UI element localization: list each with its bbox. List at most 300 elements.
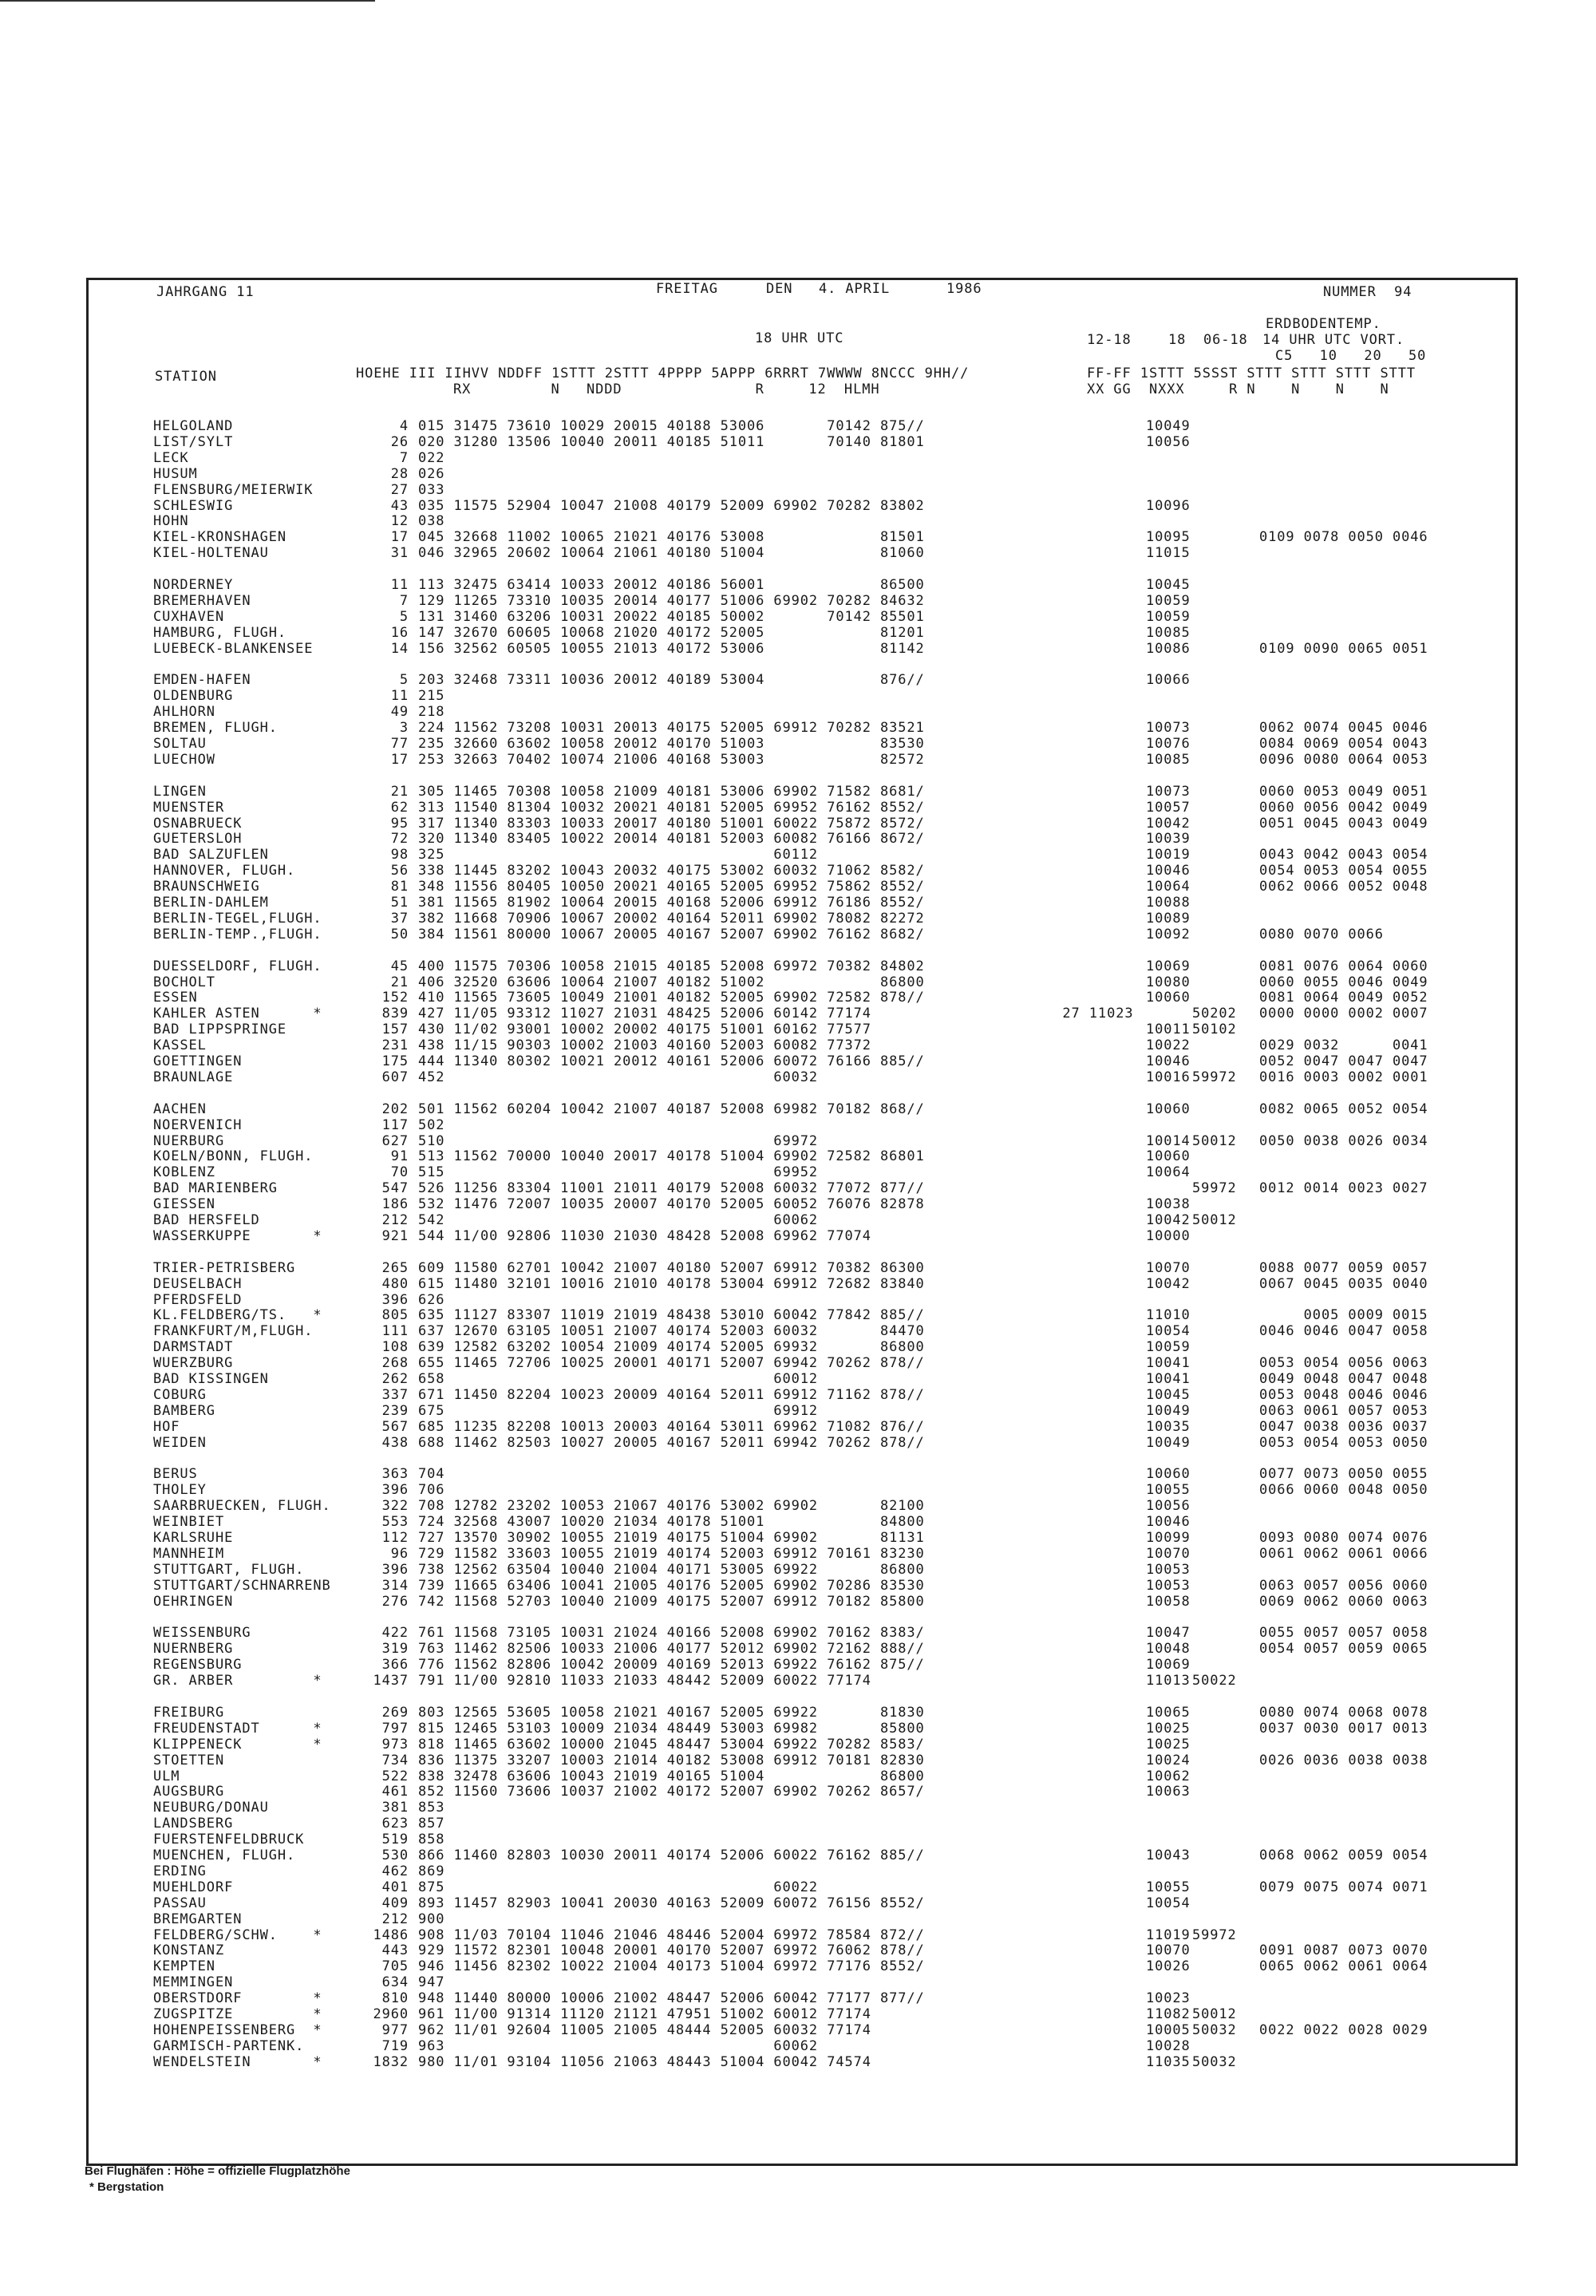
station-name: KARLSRUHE xyxy=(153,1530,234,1546)
synop-groups: 253 32663 70402 10074 21006 40168 53003 82572 xyxy=(418,751,925,768)
station-height: 98 xyxy=(390,847,409,863)
period-12-18: 12-18 xyxy=(1087,332,1132,348)
soil-temperatures: 0080 0070 0066 xyxy=(1259,926,1384,943)
extra-1stt: 11019 xyxy=(1146,1927,1191,1943)
extra-1stt: 10064 xyxy=(1146,1164,1191,1181)
synop-groups: 742 11568 52703 10040 21009 40175 52007 69912 70182 85800 xyxy=(418,1593,925,1610)
time-label: 18 UHR UTC xyxy=(755,330,844,346)
station-height: 322 xyxy=(381,1498,409,1515)
station-height: 461 xyxy=(381,1784,409,1800)
extra-1stt: 10058 xyxy=(1146,1593,1191,1610)
soil-temperatures: 0093 0080 0074 0076 xyxy=(1259,1530,1428,1546)
synop-groups: 727 13570 30902 10055 21019 40175 51004 69902 81131 xyxy=(418,1530,925,1546)
extra-1stt: 10028 xyxy=(1146,2037,1191,2054)
extra-1stt: 10069 xyxy=(1146,958,1191,974)
synop-groups: 803 12565 53605 10058 21021 40167 52005 69922 81830 xyxy=(418,1704,925,1721)
synop-groups: 224 11562 73208 10031 20013 40175 52005 69912 70282 83521 xyxy=(418,720,925,737)
soil-temperatures: 0084 0069 0054 0043 xyxy=(1259,736,1428,752)
extra-1stt: 10039 xyxy=(1146,831,1191,848)
station-name: TRIER-PETRISBERG xyxy=(153,1259,296,1276)
synop-groups: 215 xyxy=(418,688,445,705)
synop-groups: 724 32568 43007 10020 21034 40178 51001 84800 xyxy=(418,1514,925,1531)
synop-groups: 609 11580 62701 10042 21007 40180 52007 69912 70382 86300 xyxy=(418,1259,925,1276)
station-height: 607 xyxy=(381,1069,409,1085)
synop-groups: 853 xyxy=(418,1800,445,1816)
station-name: KOELN/BONN, FLUGH. xyxy=(153,1148,314,1165)
station-height: 268 xyxy=(381,1355,409,1372)
soil-temperatures: 0049 0048 0047 0048 xyxy=(1259,1371,1428,1387)
synop-groups: 929 11572 82301 10048 20001 40170 52007 69972 76062 878// xyxy=(418,1942,925,1959)
station-height: 96 xyxy=(390,1545,409,1562)
synop-groups: 156 32562 60505 10055 21013 40172 53006 81142 xyxy=(418,640,925,657)
soil-temperatures: 0000 0000 0002 0007 xyxy=(1259,1006,1428,1022)
station-height: 276 xyxy=(381,1593,409,1610)
station-height: 401 xyxy=(381,1879,409,1895)
extra-1stt: 10055 xyxy=(1146,1482,1191,1499)
synop-groups: 313 11540 81304 10032 20021 40181 52005 69952 76162 8552/ xyxy=(418,799,925,816)
station-height: 5 xyxy=(399,608,409,625)
station-name: FELDBERG/SCHW. * xyxy=(153,1927,322,1943)
station-name: WEINBIET xyxy=(153,1514,225,1531)
extra-1stt: 10059 xyxy=(1146,608,1191,625)
station-name: AUGSBURG xyxy=(153,1784,225,1800)
soil-temp-heading: ERDBODENTEMP. xyxy=(1266,316,1381,332)
synop-groups: 685 11235 82208 10013 20003 40164 53011 69962 71082 876// xyxy=(418,1418,925,1435)
station-name: HOHENPEISSENBERG * xyxy=(153,2021,322,2038)
synop-groups: 948 11440 80000 10006 21002 48447 52006 60042 77177 877// xyxy=(418,1990,925,2007)
soil-temperatures: 0081 0064 0049 0052 xyxy=(1259,990,1428,1006)
extra-1stt: 10059 xyxy=(1146,592,1191,609)
station-height: 11 xyxy=(390,688,409,705)
period-18: 18 xyxy=(1168,332,1187,348)
station-height: 28 xyxy=(390,465,409,482)
extra-1stt: 27 11023 xyxy=(1062,1006,1134,1022)
extra-1stt: 10053 xyxy=(1146,1561,1191,1578)
synop-groups: 501 11562 60204 10042 21007 40187 52008 69982 70182 868// xyxy=(418,1101,925,1117)
extra-1stt: 10070 xyxy=(1146,1942,1191,1959)
synop-groups: 147 32670 60605 10068 21020 40172 52005 81201 xyxy=(418,624,925,641)
synop-groups: 615 11480 32101 10016 21010 40178 53004 69912 72682 83840 xyxy=(418,1275,925,1292)
synop-groups: 706 xyxy=(418,1482,445,1499)
synop-groups: 836 11375 33207 10003 21014 40182 53008 69912 70181 82830 xyxy=(418,1752,925,1768)
extra-1stt: 10065 xyxy=(1146,1704,1191,1721)
soil-temperatures: 0088 0077 0059 0057 xyxy=(1259,1259,1428,1276)
extra-5ssst: 59972 xyxy=(1192,1069,1237,1085)
station-height: 553 xyxy=(381,1514,409,1531)
synop-groups: 427 11/05 93312 11027 21031 48425 52006 60142 77174 xyxy=(418,1006,871,1022)
synop-groups: 893 11457 82903 10041 20030 40163 52009 60072 76156 8552/ xyxy=(418,1895,925,1911)
extra-5ssst: 50032 xyxy=(1192,2053,1237,2070)
station-name: LINGEN xyxy=(153,783,207,800)
station-name: WEIDEN xyxy=(153,1434,207,1451)
synop-groups: 038 xyxy=(418,513,445,530)
station-height: 973 xyxy=(381,1736,409,1753)
station-name: ZUGSPITZE * xyxy=(153,2006,322,2022)
station-height: 12 xyxy=(390,513,409,530)
synop-groups: 452 60032 xyxy=(418,1069,819,1085)
extra-5ssst: 50032 xyxy=(1192,2021,1237,2038)
station-height: 3 xyxy=(399,720,409,737)
synop-groups: 671 11450 82204 10023 20009 40164 52011 69912 71162 878// xyxy=(418,1386,925,1403)
extra-1stt: 10049 xyxy=(1146,418,1191,434)
station-height: 186 xyxy=(381,1196,409,1213)
extra-1stt: 10022 xyxy=(1146,1037,1191,1054)
station-name: MANNHEIM xyxy=(153,1545,225,1562)
station-name: ULM xyxy=(153,1768,180,1784)
synop-groups: 738 12562 63504 10040 21004 40171 53005 69922 86800 xyxy=(418,1561,925,1578)
soil-temperatures: 0026 0036 0038 0038 xyxy=(1259,1752,1428,1768)
extra-1stt: 10024 xyxy=(1146,1752,1191,1768)
soil-temperatures: 0051 0045 0043 0049 xyxy=(1259,815,1428,832)
station-height: 14 xyxy=(390,640,409,657)
station-name: BAD HERSFELD xyxy=(153,1212,260,1228)
synop-groups: 852 11560 73606 10037 21002 40172 52007 69902 70262 8657/ xyxy=(418,1784,925,1800)
station-name: KL.FELDBERG/TS. * xyxy=(153,1307,322,1324)
extra-1stt: 10000 xyxy=(1146,1227,1191,1244)
extra-1stt: 10054 xyxy=(1146,1323,1191,1340)
station-height: 56 xyxy=(390,863,409,879)
station-height: 43 xyxy=(390,497,409,514)
extra-1stt: 10026 xyxy=(1146,1958,1191,1975)
station-name: BERUS xyxy=(153,1466,198,1483)
soil-temperatures: 0082 0065 0052 0054 xyxy=(1259,1101,1428,1117)
synop-groups: 542 60062 xyxy=(418,1212,819,1228)
station-height: 262 xyxy=(381,1371,409,1387)
synop-groups: 235 32660 63602 10058 20012 40170 51003 83530 xyxy=(418,736,925,752)
synop-groups: 129 11265 73310 10035 20014 40177 51006 69902 70282 84632 xyxy=(418,592,925,609)
station-name: MUEHLDORF xyxy=(153,1879,234,1895)
station-name: AHLHORN xyxy=(153,704,215,721)
station-height: 705 xyxy=(381,1958,409,1975)
station-name: HELGOLAND xyxy=(153,418,234,434)
extra-1stt: 10046 xyxy=(1146,1514,1191,1531)
synop-groups: 381 11565 81902 10064 20015 40168 52006 69912 76186 8552/ xyxy=(418,895,925,911)
station-name: SAARBRUECKEN, FLUGH. xyxy=(153,1498,331,1515)
station-name: DEUSELBACH xyxy=(153,1275,243,1292)
station-height: 269 xyxy=(381,1704,409,1721)
station-height: 634 xyxy=(381,1974,409,1991)
jahrgang-label: JAHRGANG 11 xyxy=(156,284,255,300)
issue-number: NUMMER 94 xyxy=(1323,284,1412,300)
extra-5ssst: 59972 xyxy=(1192,1927,1237,1943)
station-name: KIEL-HOLTENAU xyxy=(153,545,269,562)
extra-1stt: 10060 xyxy=(1146,1148,1191,1165)
synop-groups: 131 31460 63206 10031 20022 40185 50002 70142 85501 xyxy=(418,608,925,625)
soil-temperatures: 0065 0062 0061 0064 xyxy=(1259,1958,1428,1975)
station-height: 623 xyxy=(381,1816,409,1832)
synop-groups: 430 11/02 93001 10002 20002 40175 51001 60162 77577 xyxy=(418,1022,871,1038)
extra-1stt: 10060 xyxy=(1146,1466,1191,1483)
station-name: SCHLESWIG xyxy=(153,497,234,514)
station-name: FREUDENSTADT * xyxy=(153,1720,322,1737)
extra-1stt: 10016 xyxy=(1146,1069,1191,1085)
extra-1stt: 11015 xyxy=(1146,545,1191,562)
soil-temperatures: 0061 0062 0061 0066 xyxy=(1259,1545,1428,1562)
station-name: BAD SALZUFLEN xyxy=(153,847,269,863)
station-name: PASSAU xyxy=(153,1895,207,1911)
soil-temperatures: 0046 0046 0047 0058 xyxy=(1259,1323,1428,1340)
extra-1stt: 10038 xyxy=(1146,1196,1191,1213)
station-height: 314 xyxy=(381,1577,409,1594)
station-height: 839 xyxy=(381,1006,409,1022)
synop-groups: 962 11/01 92604 11005 21005 48444 52005 60032 77174 xyxy=(418,2021,871,2038)
soil-temperatures: 0060 0056 0042 0049 xyxy=(1259,799,1428,816)
soil-temperatures: 0062 0074 0045 0046 xyxy=(1259,720,1428,737)
synop-groups: 113 32475 63414 10033 20012 40186 56001 86500 xyxy=(418,577,925,593)
extra-1stt: 11010 xyxy=(1146,1307,1191,1324)
extra-1stt: 10066 xyxy=(1146,672,1191,689)
synop-groups: 963 60062 xyxy=(418,2037,819,2054)
station-height: 734 xyxy=(381,1752,409,1768)
station-height: 627 xyxy=(381,1132,409,1149)
station-name: STUTTGART/SCHNARRENB xyxy=(153,1577,331,1594)
column-labels: HOEHE III IIHVV NDDFF 1STTT 2STTT 4PPPP 5APPP 6RRRT 7WWWW 8NCCC 9HH// xyxy=(356,366,970,381)
station-column-label: STATION xyxy=(155,369,217,385)
station-height: 37 xyxy=(390,910,409,927)
extra-5ssst: 50012 xyxy=(1192,1212,1237,1228)
station-height: 480 xyxy=(381,1275,409,1292)
extra-1stt: 10080 xyxy=(1146,974,1191,990)
station-height: 462 xyxy=(381,1863,409,1879)
soil-temperatures: 0022 0022 0028 0029 xyxy=(1259,2021,1428,2038)
soil-temperatures: 0091 0087 0073 0070 xyxy=(1259,1942,1428,1959)
station-name: OSNABRUECK xyxy=(153,815,243,832)
station-height: 1486 xyxy=(373,1927,409,1943)
extra-1stt: 10062 xyxy=(1146,1768,1191,1784)
station-name: FRANKFURT/M,FLUGH. xyxy=(153,1323,314,1340)
soil-temperatures: 0053 0054 0053 0050 xyxy=(1259,1434,1428,1451)
synop-groups: 348 11556 80405 10050 20021 40165 52005 69952 75862 8552/ xyxy=(418,879,925,895)
station-name: BERLIN-TEMP.,FLUGH. xyxy=(153,926,322,943)
synop-groups: 026 xyxy=(418,465,445,482)
station-height: 26 xyxy=(390,433,409,450)
extra-1stt: 10045 xyxy=(1146,577,1191,593)
soil-temperatures: 0029 0032 0041 xyxy=(1259,1037,1428,1054)
synop-groups: 384 11561 80000 10067 20005 40167 52007 69902 76162 8682/ xyxy=(418,926,925,943)
extra-1stt: 10073 xyxy=(1146,720,1191,737)
extra-1stt: 10056 xyxy=(1146,433,1191,450)
station-height: 4 xyxy=(399,418,409,434)
station-name: GR. ARBER * xyxy=(153,1673,322,1689)
synop-groups: 438 11/15 90303 10002 21003 40160 52003 60082 77372 xyxy=(418,1037,871,1054)
column-labels-sub: RX N NDDD R 12 HLMH xyxy=(453,381,880,397)
station-name: GARMISCH-PARTENK. xyxy=(153,2037,305,2054)
station-name: NEUBURG/DONAU xyxy=(153,1800,269,1816)
synop-groups: 020 31280 13506 10040 20011 40185 51011 70140 81801 xyxy=(418,433,925,450)
station-height: 17 xyxy=(390,529,409,546)
synop-groups: 739 11665 63406 10041 21005 40176 52005 69902 70286 83530 xyxy=(418,1577,925,1594)
extra-1stt: 10042 xyxy=(1146,1212,1191,1228)
station-name: HAMBURG, FLUGH. xyxy=(153,624,287,641)
extra-1stt: 10023 xyxy=(1146,1990,1191,2007)
station-height: 117 xyxy=(381,1116,409,1133)
station-name: MUENCHEN, FLUGH. xyxy=(153,1847,296,1863)
synop-groups: 980 11/01 93104 11056 21063 48443 51004 60042 74574 xyxy=(418,2053,871,2070)
right-column-labels-sub: XX GG NXXX R N N N N xyxy=(1087,381,1389,397)
station-name: BREMGARTEN xyxy=(153,1911,243,1927)
station-name: MUENSTER xyxy=(153,799,225,816)
extra-1stt: 10019 xyxy=(1146,847,1191,863)
year-label: 1986 xyxy=(946,281,982,297)
station-name: FUERSTENFELDBRUCK xyxy=(153,1832,305,1848)
synop-groups: 818 11465 63602 10000 21045 48447 53004 69922 70282 8583/ xyxy=(418,1736,925,1753)
extra-1stt: 10085 xyxy=(1146,751,1191,768)
extra-1stt: 10049 xyxy=(1146,1434,1191,1451)
extra-1stt: 10046 xyxy=(1146,863,1191,879)
station-height: 95 xyxy=(390,815,409,832)
station-name: SOLTAU xyxy=(153,736,207,752)
station-name: FREIBURG xyxy=(153,1704,225,1721)
extra-1stt: 10073 xyxy=(1146,783,1191,800)
synop-groups: 908 11/03 70104 11046 21046 48446 52004 69972 78584 872// xyxy=(418,1927,925,1943)
station-height: 157 xyxy=(381,1022,409,1038)
extra-1stt: 10070 xyxy=(1146,1545,1191,1562)
station-height: 547 xyxy=(381,1180,409,1197)
station-name: ESSEN xyxy=(153,990,198,1006)
extra-5ssst: 50202 xyxy=(1192,1006,1237,1022)
soil-temperatures: 0054 0057 0059 0065 xyxy=(1259,1641,1428,1658)
extra-1stt: 10054 xyxy=(1146,1895,1191,1911)
station-height: 1832 xyxy=(373,2053,409,2070)
synop-groups: 761 11568 73105 10031 21024 40166 52008 69902 70162 8383/ xyxy=(418,1625,925,1642)
synop-groups: 869 xyxy=(418,1863,445,1879)
extra-1stt: 10096 xyxy=(1146,497,1191,514)
extra-1stt: 10060 xyxy=(1146,990,1191,1006)
station-height: 108 xyxy=(381,1339,409,1356)
station-height: 239 xyxy=(381,1402,409,1419)
station-height: 797 xyxy=(381,1720,409,1737)
station-height: 381 xyxy=(381,1800,409,1816)
station-height: 921 xyxy=(381,1227,409,1244)
station-height: 2960 xyxy=(373,2006,409,2022)
synop-groups: 776 11562 82806 10042 20009 40169 52013 69922 76162 875// xyxy=(418,1657,925,1674)
station-name: GUETERSLOH xyxy=(153,831,243,848)
station-name: NORDERNEY xyxy=(153,577,234,593)
extra-1stt: 10059 xyxy=(1146,1339,1191,1356)
station-name: KAHLER ASTEN * xyxy=(153,1006,322,1022)
station-name: BERLIN-DAHLEM xyxy=(153,895,269,911)
station-name: KASSEL xyxy=(153,1037,207,1054)
synop-groups: 961 11/00 91314 11120 21121 47951 51002 60012 77174 xyxy=(418,2006,871,2022)
station-height: 81 xyxy=(390,879,409,895)
extra-1stt: 10057 xyxy=(1146,799,1191,816)
extra-1stt: 10043 xyxy=(1146,1847,1191,1863)
station-name: THOLEY xyxy=(153,1482,207,1499)
soil-temperatures: 0016 0003 0002 0001 xyxy=(1259,1069,1428,1085)
station-height: 319 xyxy=(381,1641,409,1658)
synop-groups: 763 11462 82506 10033 21006 40177 52012 69902 72162 888// xyxy=(418,1641,925,1658)
footnote-mountain-station: * Bergstation xyxy=(89,2180,164,2194)
station-name: LUEBECK-BLANKENSEE xyxy=(153,640,314,657)
station-height: 16 xyxy=(390,624,409,641)
station-name: REGENSBURG xyxy=(153,1657,243,1674)
synop-groups: 635 11127 83307 11019 21019 48438 53010 60042 77842 885// xyxy=(418,1307,925,1324)
station-name: BOCHOLT xyxy=(153,974,215,990)
synop-groups: 045 32668 11002 10065 21021 40176 53008 81501 xyxy=(418,529,925,546)
station-height: 11 xyxy=(390,577,409,593)
soil-temperatures: 0063 0061 0057 0053 xyxy=(1259,1402,1428,1419)
extra-1stt: 10099 xyxy=(1146,1530,1191,1546)
synop-groups: 675 69912 xyxy=(418,1402,819,1419)
synop-groups: 815 12465 53103 10009 21034 48449 53003 69982 85800 xyxy=(418,1720,925,1737)
station-height: 519 xyxy=(381,1832,409,1848)
station-height: 363 xyxy=(381,1466,409,1483)
synop-groups: 639 12582 63202 10054 21009 40174 52005 69932 86800 xyxy=(418,1339,925,1356)
station-name: NUERNBERG xyxy=(153,1641,234,1658)
extra-1stt: 10049 xyxy=(1146,1402,1191,1419)
station-name: KEMPTEN xyxy=(153,1958,215,1975)
soil-temperatures: 0052 0047 0047 0047 xyxy=(1259,1053,1428,1069)
extra-1stt: 10042 xyxy=(1146,815,1191,832)
synop-groups: 218 xyxy=(418,704,445,721)
soil-temperatures: 0012 0014 0023 0027 xyxy=(1259,1180,1428,1197)
station-name: FLENSBURG/MEIERWIK xyxy=(153,481,314,498)
station-height: 45 xyxy=(390,958,409,974)
station-height: 7 xyxy=(399,449,409,466)
station-name: KIEL-KRONSHAGEN xyxy=(153,529,287,546)
station-name: LIST/SYLT xyxy=(153,433,234,450)
synop-groups: 655 11465 72706 10025 20001 40171 52007 69942 70262 878// xyxy=(418,1355,925,1372)
station-height: 337 xyxy=(381,1386,409,1403)
station-name: KOBLENZ xyxy=(153,1164,215,1181)
extra-1stt: 10055 xyxy=(1146,1879,1191,1895)
extra-5ssst: 50022 xyxy=(1192,1673,1237,1689)
soil-temperatures: 0005 0009 0015 xyxy=(1259,1307,1428,1324)
station-name: ERDING xyxy=(153,1863,207,1879)
station-name: CUXHAVEN xyxy=(153,608,225,625)
soil-temperatures: 0080 0074 0068 0078 xyxy=(1259,1704,1428,1721)
soil-temperatures: 0050 0038 0026 0034 xyxy=(1259,1132,1428,1149)
station-name: WEISSENBURG xyxy=(153,1625,251,1642)
station-name: BRAUNSCHWEIG xyxy=(153,879,260,895)
synop-groups: 857 xyxy=(418,1816,445,1832)
soil-temperatures: 0109 0078 0050 0046 xyxy=(1259,529,1428,546)
station-name: WUERZBURG xyxy=(153,1355,234,1372)
station-height: 17 xyxy=(390,751,409,768)
station-height: 265 xyxy=(381,1259,409,1276)
soil-temp-time: 14 UHR UTC VORT. xyxy=(1262,332,1405,348)
station-height: 7 xyxy=(399,592,409,609)
synop-groups: 400 11575 70306 10058 21015 40185 52008 69972 70382 84802 xyxy=(418,958,925,974)
station-name: WASSERKUPPE * xyxy=(153,1227,322,1244)
soil-temperatures: 0047 0038 0036 0037 xyxy=(1259,1418,1428,1435)
station-height: 152 xyxy=(381,990,409,1006)
synop-groups: 325 60112 xyxy=(418,847,819,863)
extra-1stt: 10089 xyxy=(1146,910,1191,927)
station-name: BREMEN, FLUGH. xyxy=(153,720,278,737)
extra-1stt: 10076 xyxy=(1146,736,1191,752)
right-column-labels: FF-FF 1STTT 5SSST STTT STTT STTT STTT xyxy=(1087,366,1416,381)
synop-groups: 704 xyxy=(418,1466,445,1483)
synop-groups: 858 xyxy=(418,1832,445,1848)
station-height: 438 xyxy=(381,1434,409,1451)
extra-1stt: 10056 xyxy=(1146,1498,1191,1515)
station-height: 530 xyxy=(381,1847,409,1863)
soil-temperatures: 0060 0053 0049 0051 xyxy=(1259,783,1428,800)
synop-groups: 626 xyxy=(418,1291,445,1308)
extra-1stt: 10041 xyxy=(1146,1371,1191,1387)
station-height: 805 xyxy=(381,1307,409,1324)
soil-temperatures: 0081 0076 0064 0060 xyxy=(1259,958,1428,974)
footnote-airports: Bei Flughäfen : Höhe = offizielle Flugplatzhöhe xyxy=(85,2164,350,2178)
extra-5ssst: 59972 xyxy=(1192,1180,1237,1197)
extra-1stt: 10088 xyxy=(1146,895,1191,911)
extra-1stt: 10005 xyxy=(1146,2021,1191,2038)
station-name: BRAUNLAGE xyxy=(153,1069,234,1085)
extra-5ssst: 50012 xyxy=(1192,2006,1237,2022)
station-name: GIESSEN xyxy=(153,1196,215,1213)
synop-groups: 947 xyxy=(418,1974,445,1991)
